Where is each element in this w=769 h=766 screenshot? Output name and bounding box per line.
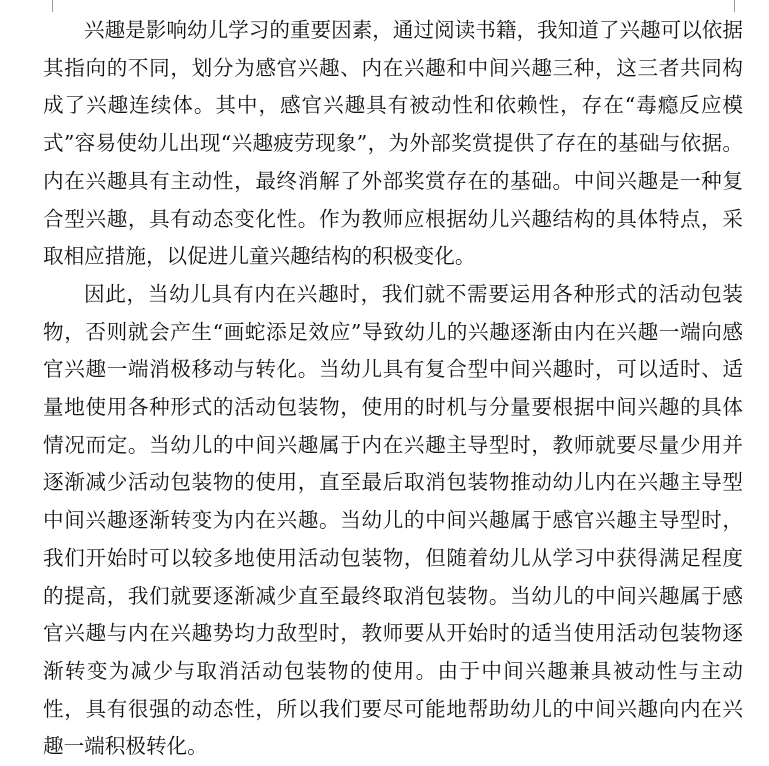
document-body[interactable] [43, 12, 743, 766]
paragraph-2[interactable]: 因此，当幼儿具有内在兴趣时，我们就不需要运用各种形式的活动包装物，否则就会产生“画蛇添足效应”导致幼儿的兴趣逐渐由内在兴趣一端向感官兴趣一端消极移动与转化。当幼儿具有复合型中间兴趣时，可以适时、适量地使用各种形式的活动包装物，使用的时机与分量要根据中间兴趣的具体情况而定。当幼儿的中间兴趣属于内在兴趣主导型时，教师就要尽量少用并逐渐减少活动包装物的使用，直至最后取消包装物推动幼儿内在兴趣主导型中间兴趣逐渐转变为内在兴趣。当幼儿的中间兴趣属于感官兴趣主导型时，我们开始时可以较多地使用活动包装物，但随着幼儿从学习中获得满足程度的提高，我们就要逐渐减少直至最终取消包装物。当幼儿的中间兴趣属于感官兴趣与内在兴趣势均力敌型时，教师要从开始时的适当使用活动包装物逐渐转变为减少与取消活动包装物的使用。由于中间兴趣兼具被动性与主动性，具有很强的动态性，所以我们要尽可能地帮助幼儿的中间兴趣向内在兴趣一端积极转化。 [43, 281, 743, 759]
margin-corner-mark-left [38, 0, 53, 12]
margin-corner-mark-right [734, 0, 749, 12]
paragraph-1[interactable]: 兴趣是影响幼儿学习的重要因素，通过阅读书籍，我知道了兴趣可以依据其指向的不同，划分为感官兴趣、内在兴趣和中间兴趣三种，这三者共同构成了兴趣连续体。其中，感官兴趣具有被动性和依赖性，存在“毒瘾反应模式”容易使幼儿出现“兴趣疲劳现象”，为外部奖赏提供了存在的基础与依据。内在兴趣具有主动性，最终消解了外部奖赏存在的基础。中间兴趣是一种复合型兴趣，具有动态变化性。作为教师应根据幼儿兴趣结构的具体特点，采取相应措施，以促进儿童兴趣结构的积极变化。 [43, 18, 743, 269]
